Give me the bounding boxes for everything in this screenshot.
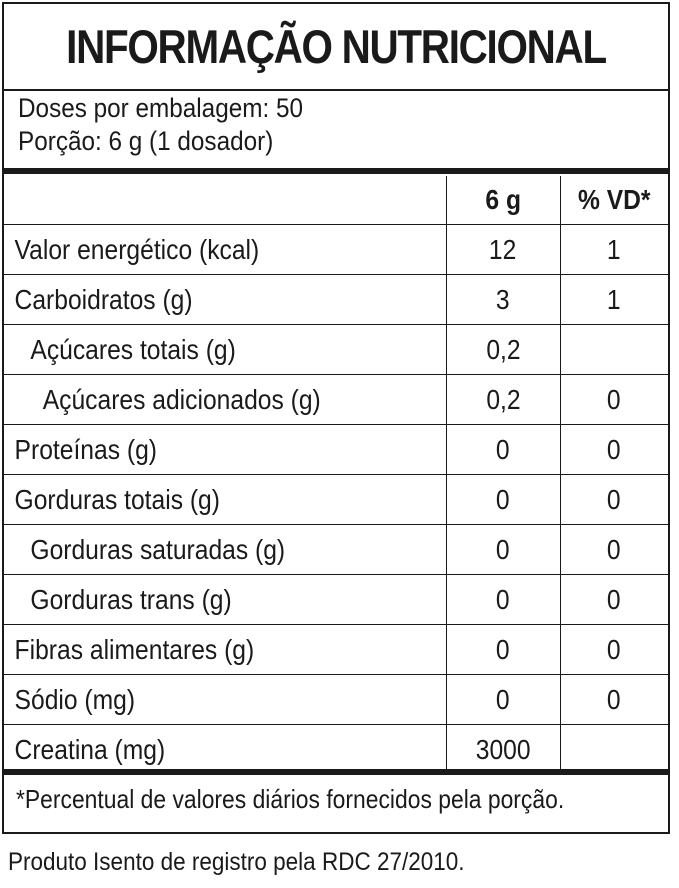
serving-info	[18, 92, 303, 158]
nutrient-amount: 0	[446, 525, 560, 575]
header-amount: 6 g	[446, 176, 560, 225]
nutrient-daily-value: 0	[560, 425, 668, 475]
nutrient-daily-value	[560, 325, 668, 375]
nutrient-amount: 12	[446, 225, 560, 275]
nutrient-name: Fibras alimentares (g)	[4, 625, 446, 675]
table-row	[4, 375, 668, 425]
nutrient-daily-value: 0	[560, 525, 668, 575]
serving-size: Porção: 6 g (1 dosador)	[18, 126, 274, 156]
nutrient-name: Açúcares adicionados (g)	[4, 375, 446, 425]
nutrient-name: Açúcares totais (g)	[4, 325, 446, 375]
nutrient-amount: 0	[446, 425, 560, 475]
table-row	[4, 675, 668, 725]
panel-title: INFORMAÇÃO NUTRICIONAL	[66, 20, 606, 73]
table-row	[4, 225, 668, 275]
nutrient-amount: 0,2	[446, 375, 560, 425]
nutrient-daily-value: 1	[560, 225, 668, 275]
nutrient-table	[4, 176, 668, 774]
thick-divider-bottom	[4, 769, 668, 775]
nutrient-amount: 3	[446, 275, 560, 325]
table-row	[4, 325, 668, 375]
table-row	[4, 475, 668, 525]
nutrient-daily-value: 0	[560, 375, 668, 425]
nutrition-facts-panel	[2, 2, 670, 834]
nutrient-daily-value: 1	[560, 275, 668, 325]
nutrient-daily-value: 0	[560, 625, 668, 675]
nutrient-amount: 0	[446, 675, 560, 725]
nutrient-daily-value: 0	[560, 475, 668, 525]
nutrient-name: Gorduras trans (g)	[4, 575, 446, 625]
nutrient-daily-value: 0	[560, 575, 668, 625]
table-header-row	[4, 176, 668, 225]
table-row	[4, 525, 668, 575]
nutrient-amount: 0,2	[446, 325, 560, 375]
header-daily-value: % VD*	[560, 176, 668, 225]
registration-note: Produto Isento de registro pela RDC 27/2010.	[8, 848, 465, 876]
nutrient-daily-value	[560, 725, 668, 775]
thick-divider	[4, 168, 668, 174]
nutrient-name: Gorduras totais (g)	[4, 475, 446, 525]
table-row	[4, 425, 668, 475]
nutrient-name: Proteínas (g)	[4, 425, 446, 475]
nutrient-name: Sódio (mg)	[4, 675, 446, 725]
table-row	[4, 275, 668, 325]
table-row	[4, 625, 668, 675]
nutrient-name: Carboidratos (g)	[4, 275, 446, 325]
nutrient-amount: 0	[446, 625, 560, 675]
nutrient-name: Gorduras saturadas (g)	[4, 525, 446, 575]
table-row	[4, 725, 668, 775]
table-row	[4, 575, 668, 625]
nutrient-name: Valor energético (kcal)	[4, 225, 446, 275]
footnote: *Percentual de valores diários fornecidos pela porção.	[16, 784, 565, 814]
nutrient-amount: 0	[446, 575, 560, 625]
divider	[4, 89, 668, 91]
nutrient-amount: 3000	[446, 725, 560, 775]
nutrient-daily-value: 0	[560, 675, 668, 725]
header-nutrient	[4, 176, 446, 225]
nutrient-amount: 0	[446, 475, 560, 525]
servings-per-package: Doses por embalagem: 50	[18, 93, 304, 123]
nutrient-name: Creatina (mg)	[14, 733, 166, 765]
